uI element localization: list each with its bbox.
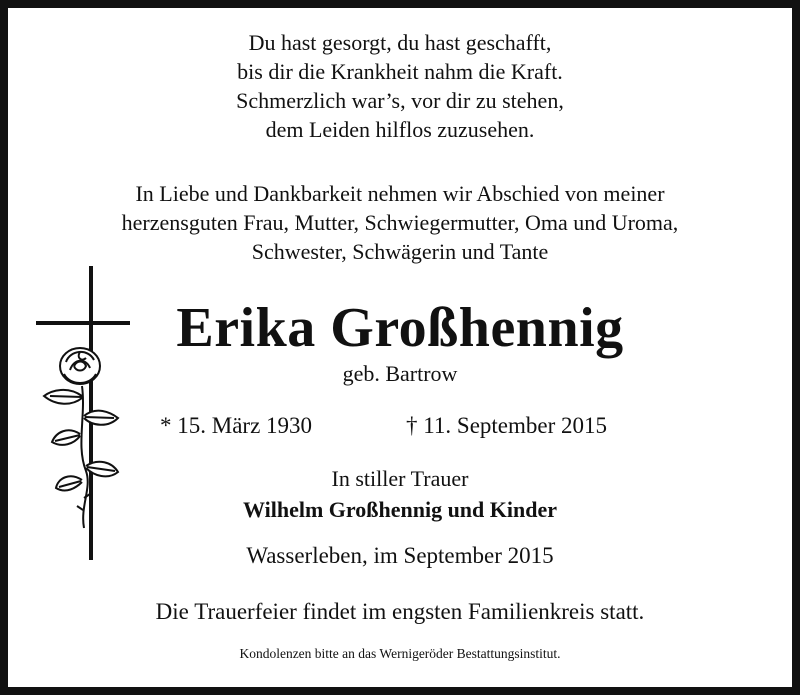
condolence-note: Kondolenzen bitte an das Wernigeröder Bestattungsinstitut.: [239, 646, 561, 661]
farewell-line-3: Schwester, Schwägerin und Tante: [251, 239, 549, 264]
poem-line-4: dem Leiden hilflos zuzusehen.: [265, 117, 535, 142]
deceased-name: Erika Großhennig: [176, 297, 624, 359]
poem: [8, 28, 792, 144]
poem-line-1: Du hast gesorgt, du hast geschafft,: [248, 30, 552, 55]
place-date: Wasserleben, im September 2015: [246, 543, 554, 568]
farewell-line-2: herzensguten Frau, Mutter, Schwiegermutter, Oma und Uroma,: [121, 210, 679, 235]
farewell-line-1: In Liebe und Dankbarkeit nehmen wir Abschied von meiner: [135, 181, 665, 206]
funeral-note: Die Trauerfeier findet im engsten Familienkreis statt.: [155, 599, 645, 624]
mourners: Wilhelm Großhennig und Kinder: [243, 497, 557, 522]
poem-line-3: Schmerzlich war’s, vor dir zu stehen,: [236, 88, 564, 113]
farewell-text: [8, 179, 792, 266]
birth-date: * 15. März 1930: [160, 413, 313, 438]
poem-line-2: bis dir die Krankheit nahm die Kraft.: [237, 59, 563, 84]
death-date: † 11. September 2015: [406, 413, 608, 438]
mourning-line: In stiller Trauer: [331, 466, 469, 491]
maiden-name: geb. Bartrow: [342, 361, 458, 386]
